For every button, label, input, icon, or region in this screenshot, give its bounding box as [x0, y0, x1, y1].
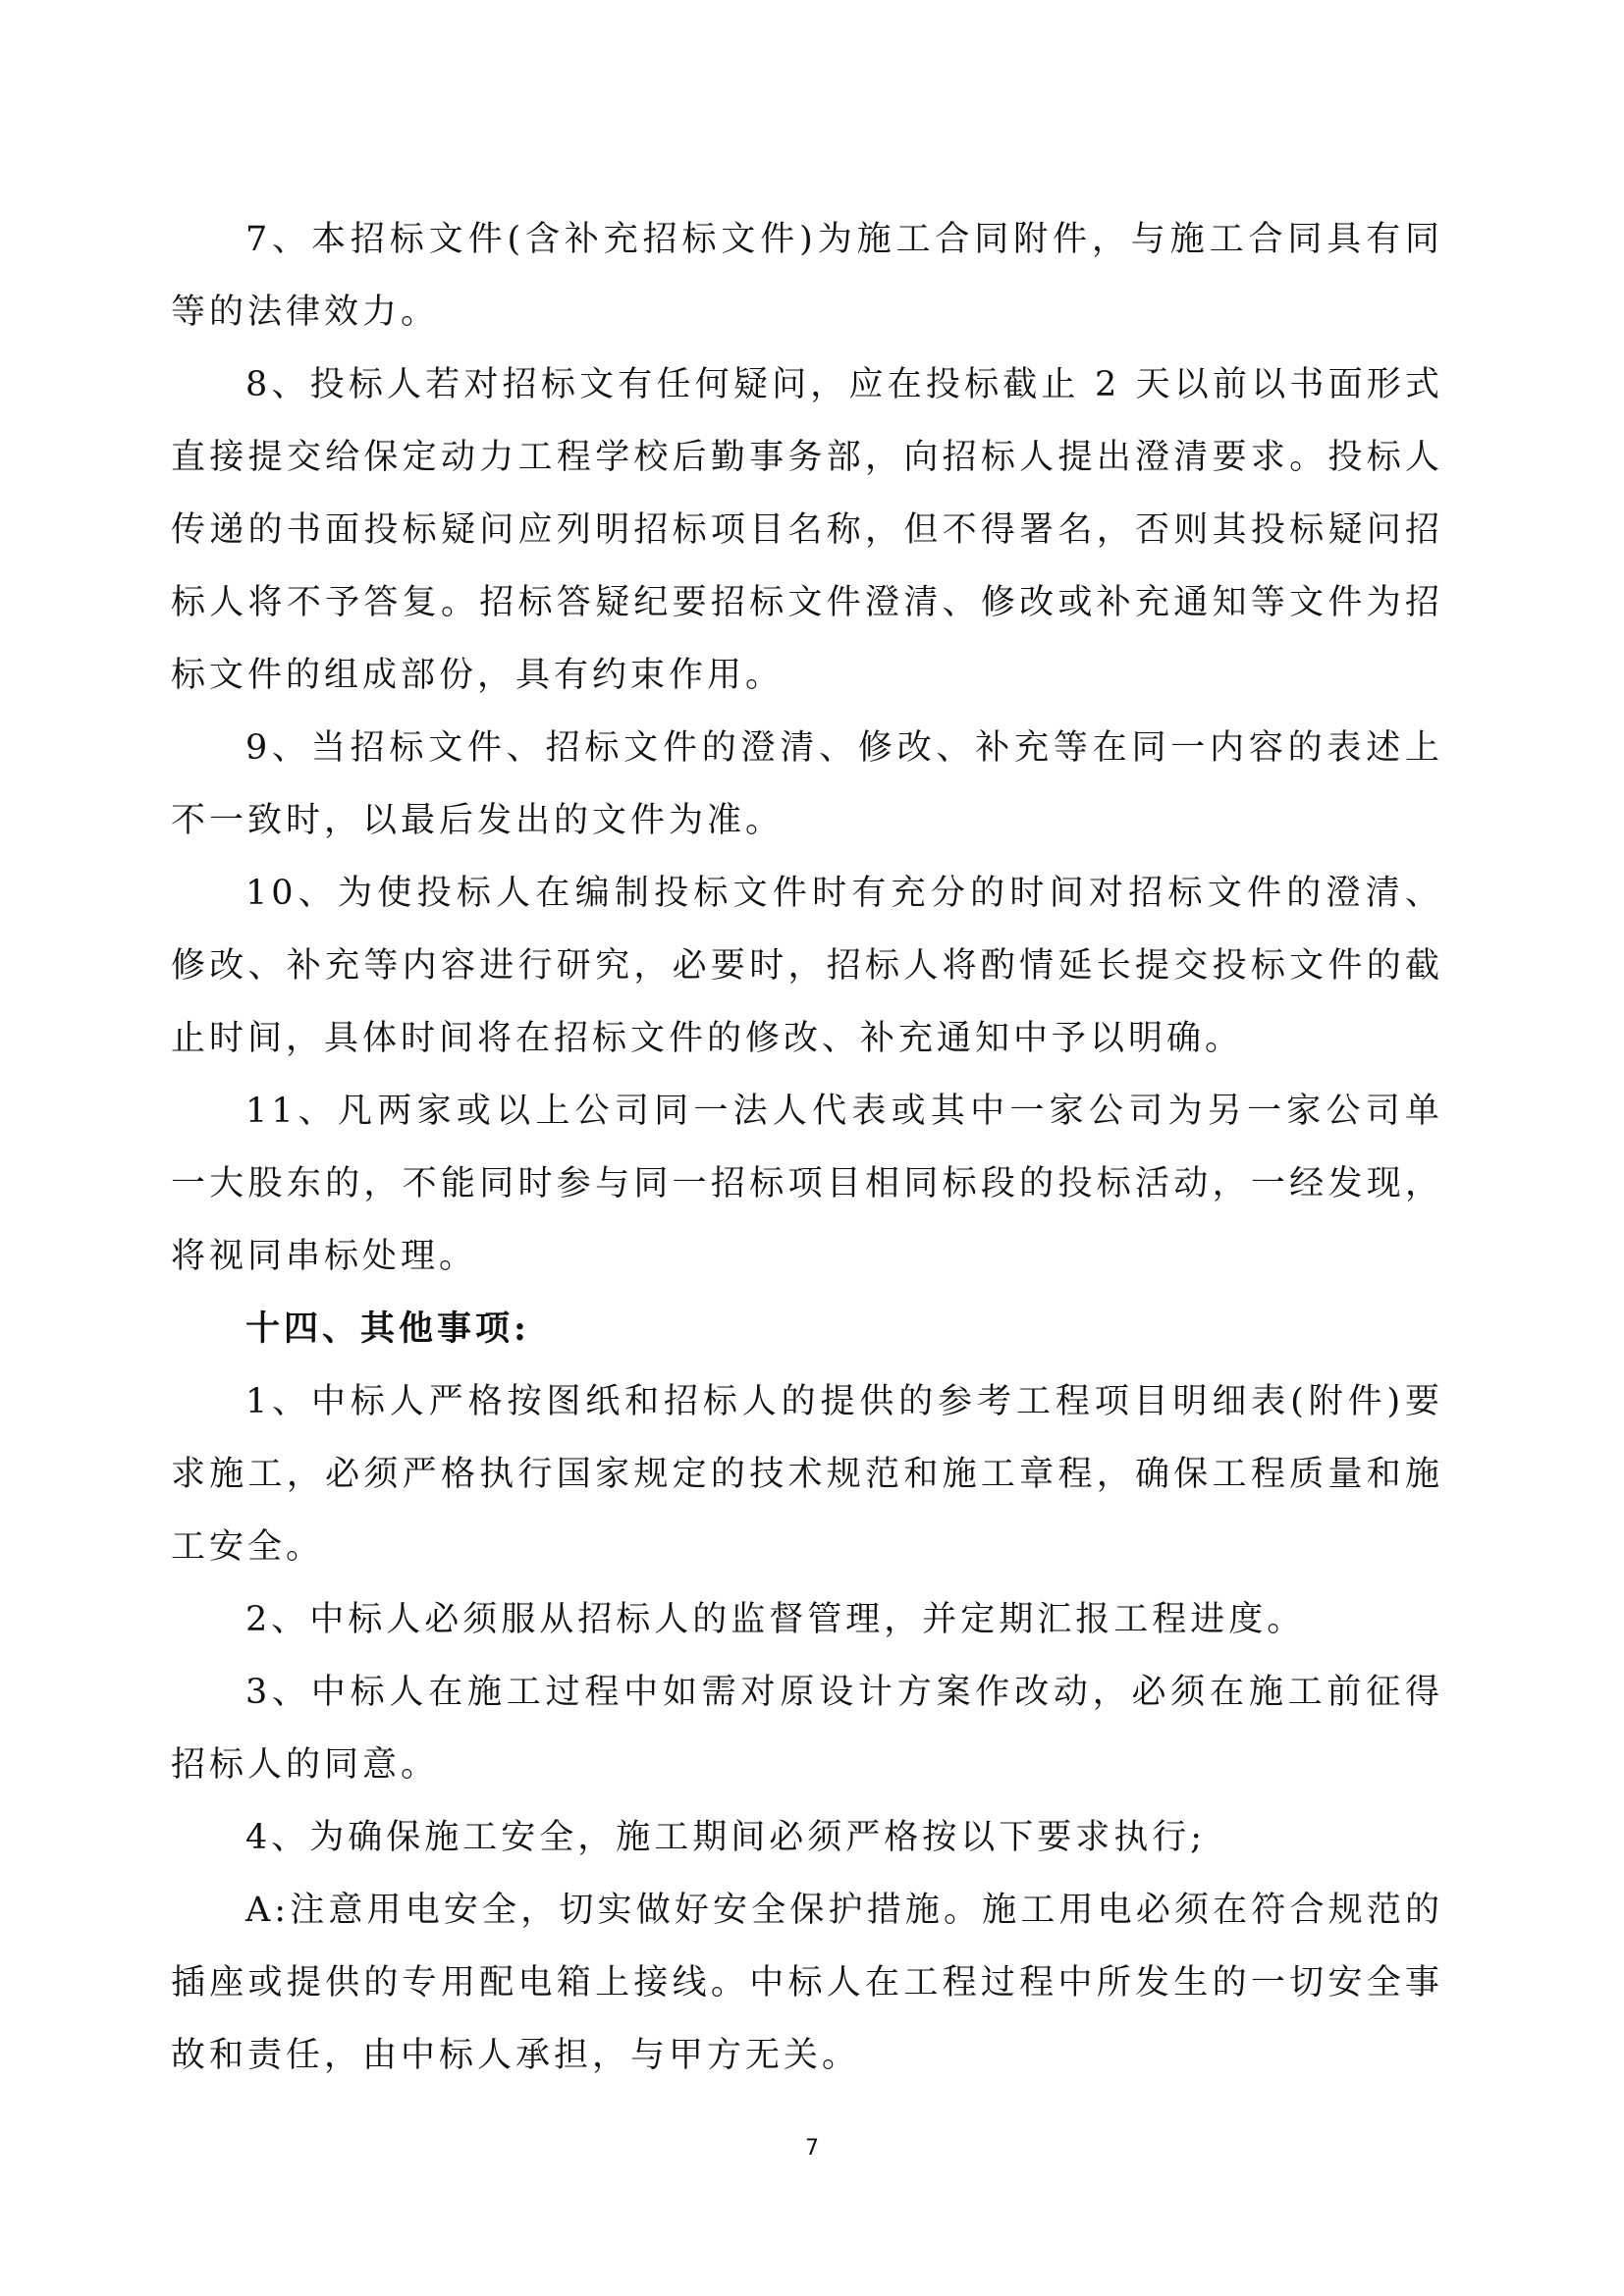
section-paragraph-a: A:注意用电安全，切实做好安全保护措施。施工用电必须在符合规范的插座或提供的专用配电箱上接线。中标人在工程过程中所发生的一切安全事故和责任，由中标人承担，与甲方无关。	[171, 1891, 1443, 2075]
page-number: 7	[805, 2136, 819, 2161]
paragraph-8: 8、投标人若对招标文有任何疑问，应在投标截止 2 天以前以书面形式直接提交给保定动力工程学校后勤事务部，向招标人提出澄清要求。投标人传递的书面投标疑问应列明招标项目名称，但不得署名，否则其投标疑问招标人将不予答复。招标答疑纪要招标文件澄清、修改或补充通知等文件为招标文件的组成部份，具有约束作用。	[171, 365, 1443, 695]
section-paragraph-2: 2、中标人必须服从招标人的监督管理，并定期汇报工程进度。	[245, 1600, 1306, 1639]
paragraph-10: 10、为使投标人在编制投标文件时有充分的时间对招标文件的澄清、修改、补充等内容进行研究，必要时，招标人将酌情延长提交投标文件的截止时间，具体时间将在招标文件的修改、补充通知中予以明确。	[171, 874, 1443, 1058]
paragraph-11: 11、凡两家或以上公司同一法人代表或其中一家公司为另一家公司单一大股东的，不能同时参与同一招标项目相同标段的投标活动，一经发现，将视同串标处理。	[171, 1092, 1443, 1276]
section-heading-other-matters: 十四、其他事项:	[245, 1308, 530, 1349]
paragraph-9: 9、当招标文件、招标文件的澄清、修改、补充等在同一内容的表述上不一致时，以最后发出的文件为准。	[171, 728, 1443, 840]
section-paragraph-1: 1、中标人严格按图纸和招标人的提供的参考工程项目明细表(附件)要求施工，必须严格执行国家规定的技术规范和施工章程，确保工程质量和施工安全。	[171, 1382, 1443, 1567]
section-paragraph-4: 4、为确保施工安全，施工期间必须严格按以下要求执行;	[245, 1818, 1207, 1857]
paragraph-7: 7、本招标文件(含补充招标文件)为施工合同附件，与施工合同具有同等的法律效力。	[171, 220, 1443, 332]
section-paragraph-3: 3、中标人在施工过程中如需对原设计方案作改动，必须在施工前征得招标人的同意。	[171, 1673, 1443, 1785]
document-body	[171, 203, 1443, 2092]
